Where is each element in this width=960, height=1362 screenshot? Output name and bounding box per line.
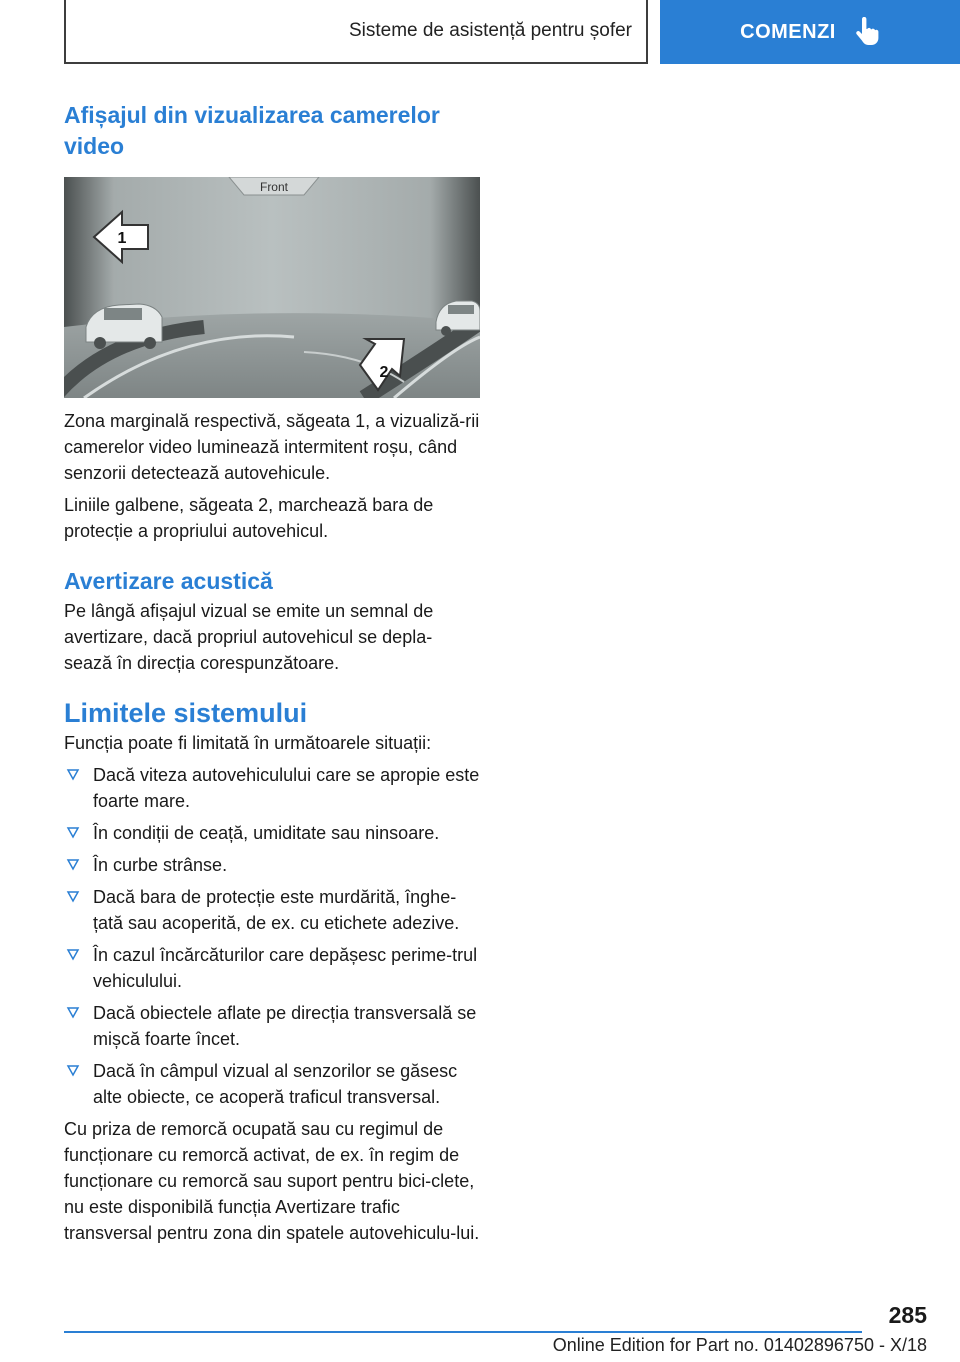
- acoustic-heading: Avertizare acustică: [64, 568, 273, 594]
- arrow-1-label: 1: [117, 230, 127, 247]
- footer-divider: [64, 1331, 862, 1333]
- arrow-2-label: 2: [379, 364, 389, 381]
- list-item: Dacă bara de protecție este murdărită, înghe-țată sau acoperită, de ex. cu etichete adezive.: [64, 884, 480, 936]
- triangle-bullet-icon: [66, 858, 80, 872]
- tab-comenzi[interactable]: [660, 0, 960, 64]
- front-label: Front: [259, 180, 289, 194]
- page-number: 285: [888, 1302, 927, 1328]
- display-paragraph-1: Zona marginală respectivă, săgeata 1, a vizualiză-rii camerelor video luminează intermitent roșu, când senzorii detectează autovehicule.: [64, 411, 480, 483]
- triangle-bullet-icon: [66, 890, 80, 904]
- limits-list: [64, 762, 480, 1110]
- tab-label: COMENZI: [740, 20, 836, 43]
- header-section-title-box: [64, 0, 648, 64]
- footer-edition: Online Edition for Part no. 01402896750 - X/18: [552, 1335, 927, 1355]
- limits-closing-paragraph: Cu priza de remorcă ocupată sau cu regimul de funcționare cu remorcă activat, de ex. în regim de funcționare cu remorcă sau suport pentru bici-clete, nu este disponibilă funcția Avertizare trafic transversal pentru zona din spatele autovehiculu-lui.: [64, 1119, 480, 1243]
- triangle-bullet-icon: [66, 768, 80, 782]
- triangle-bullet-icon: [66, 826, 80, 840]
- display-paragraph-2: Liniile galbene, săgeata 2, marchează bara de protecție a propriului autovehicul.: [64, 495, 434, 541]
- display-heading: Afișajul din vizualizarea camerelor video: [64, 102, 440, 159]
- triangle-bullet-icon: [66, 948, 80, 962]
- list-item: În cazul încărcăturilor care depășesc perime-trul vehiculului.: [64, 942, 480, 994]
- list-item: Dacă viteza autovehiculului care se apropie este foarte mare.: [64, 762, 480, 814]
- acoustic-paragraph: Pe lângă afișajul vizual se emite un semnal de avertizare, dacă propriul autovehicul se depla-sează în direcția corespunzătoare.: [64, 601, 434, 673]
- triangle-bullet-icon: [66, 1064, 80, 1078]
- triangle-bullet-icon: [66, 1006, 80, 1020]
- limits-intro: Funcția poate fi limitată în următoarele situații:: [64, 733, 432, 753]
- list-item: Dacă obiectele aflate pe direcția transversală se mișcă foarte încet.: [64, 1000, 480, 1052]
- limits-heading: Limitele sistemului: [64, 698, 308, 728]
- list-item: Dacă în câmpul vizual al senzorilor se găsesc alte obiecte, ce acoperă traficul transversal.: [64, 1058, 480, 1110]
- list-item: În curbe strânse.: [64, 852, 480, 878]
- section-title: Sisteme de asistență pentru șofer: [348, 20, 632, 41]
- main-content: [64, 100, 480, 1246]
- camera-view-figure: [64, 177, 480, 398]
- list-item: În condiții de ceață, umiditate sau ninsoare.: [64, 820, 480, 846]
- hand-pointer-icon: [854, 17, 880, 47]
